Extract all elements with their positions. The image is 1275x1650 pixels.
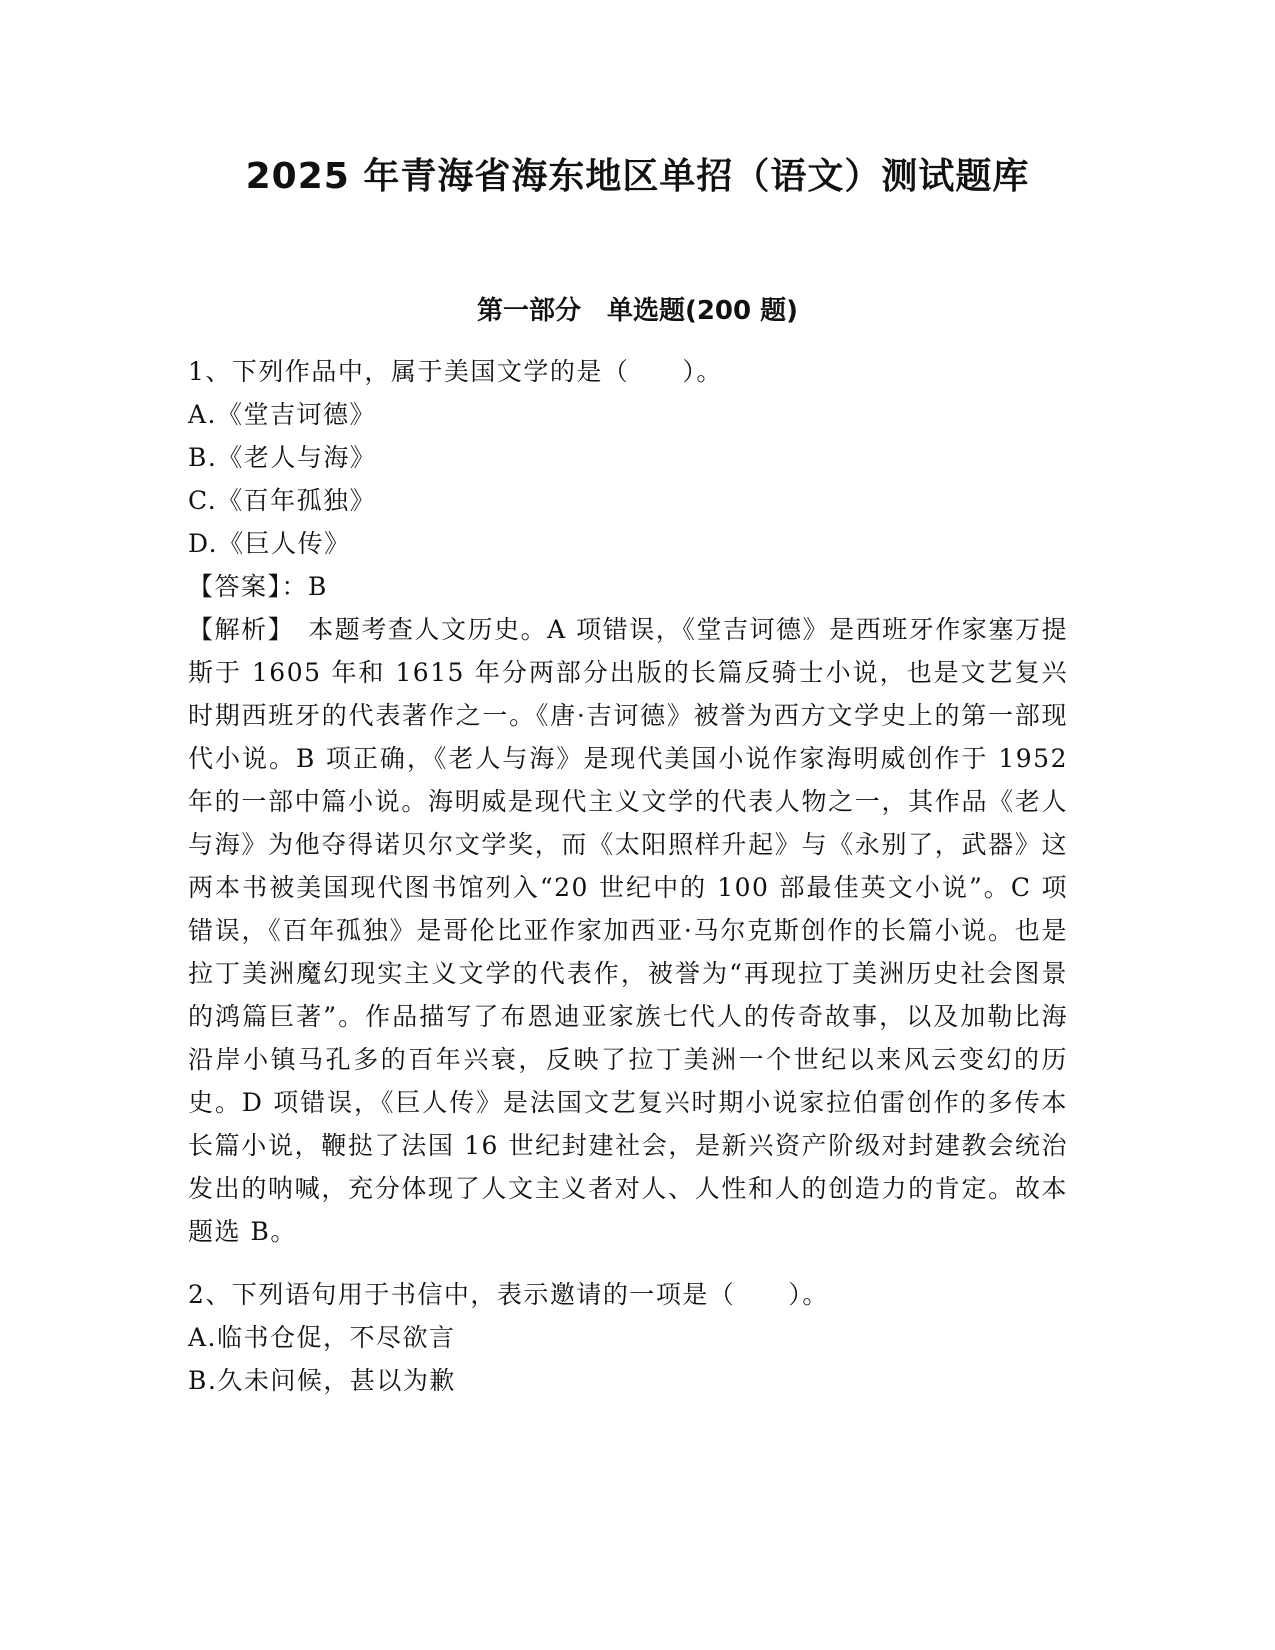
answer-line: 【答案】：B: [188, 572, 328, 601]
question-stem: 1、下列作品中，属于美国文学的是（ ）。: [188, 357, 723, 386]
option-a: A.《堂吉诃德》: [188, 400, 377, 429]
option-b: B.《老人与海》: [188, 443, 377, 472]
option-b: B.久未问候，甚以为歉: [188, 1366, 456, 1395]
explanation-paragraph: 【解析】 本题考查人文历史。A 项错误，《堂吉诃德》是西班牙作家塞万提斯于 1605 年和 1615 年分两部分出版的长篇反骑士小说，也是文艺复兴时期西班牙的代表著作之一。《唐·吉诃德》被誉为西方文学史上的第一部现代小说。B 项正确，《老人与海》是现代美国小说作家海明威创作于 1952 年的一部中篇小说。海明威是现代主义文学的代表人物之一，其作品《老人与海》为他夺得诺贝尔文学奖，而《太阳照样升起》与《永别了，武器》这两本书被美国现代图书馆列入“20 世纪中的 100 部最佳英文小说”。C 项错误，《百年孤独》是哥伦比亚作家加西亚·马尔克斯创作的长篇小说。也是拉丁美洲魔幻现实主义文学的代表作，被誉为“再现拉丁美洲历史社会图景的鸿篇巨著”。作品描写了布恩迪亚家族七代人的传奇故事，以及加勒比海沿岸小镇马孔多的百年兴衰，反映了拉丁美洲一个世纪以来风云变幻的历史。D 项错误，《巨人传》是法国文艺复兴时期小说家拉伯雷创作的多传本长篇小说，鞭挞了法国 16 世纪封建社会，是新兴资产阶级对封建教会统治发出的呐喊，充分体现了人文主义者对人、人性和人的创造力的肯定。故本题选 B。: [188, 615, 1068, 1246]
question-2: [188, 1273, 1088, 1402]
option-c: C.《百年孤独》: [188, 486, 377, 515]
question-list: [188, 350, 1088, 1402]
question-spacer: [188, 1253, 1088, 1273]
document-title: 2025 年青海省海东地区单招（语文）测试题库: [245, 156, 1030, 197]
option-a: A.临书仓促，不尽欲言: [188, 1323, 456, 1352]
option-d: D.《巨人传》: [188, 529, 351, 558]
question-stem: 2、下列语句用于书信中，表示邀请的一项是（ ）。: [188, 1280, 829, 1309]
section-heading: 第一部分 单选题(200 题): [476, 296, 799, 326]
question-1: [188, 350, 1088, 1253]
